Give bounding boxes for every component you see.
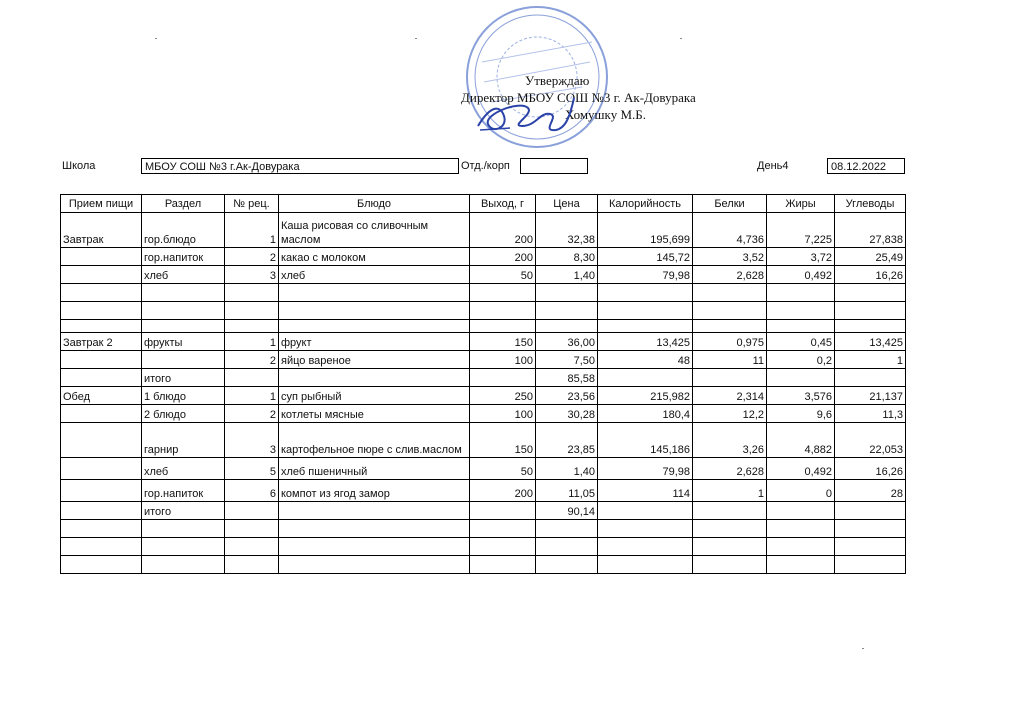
protein-cell xyxy=(693,502,767,520)
meal-cell: Завтрак xyxy=(61,213,142,248)
kcal-cell: 48 xyxy=(598,351,693,369)
meal-cell xyxy=(61,520,142,538)
signature xyxy=(470,86,580,146)
yield-cell xyxy=(470,369,536,387)
fat-cell xyxy=(767,284,835,302)
price-cell xyxy=(536,284,598,302)
yield-cell: 150 xyxy=(470,333,536,351)
recipe-cell: 6 xyxy=(225,480,279,502)
protein-cell: 3,52 xyxy=(693,248,767,266)
yield-cell: 200 xyxy=(470,248,536,266)
dish-cell: суп рыбный xyxy=(279,387,470,405)
yield-cell xyxy=(470,320,536,333)
col-carbs: Углеводы xyxy=(835,195,906,213)
dish-cell: хлеб пшеничный xyxy=(279,458,470,480)
yield-cell: 250 xyxy=(470,387,536,405)
carbs-cell: 28 xyxy=(835,480,906,502)
table-row xyxy=(61,458,906,480)
fat-cell xyxy=(767,502,835,520)
protein-cell: 3,26 xyxy=(693,423,767,458)
recipe-cell: 1 xyxy=(225,333,279,351)
section-cell xyxy=(142,284,225,302)
carbs-cell xyxy=(835,284,906,302)
price-cell xyxy=(536,538,598,556)
table-row xyxy=(61,369,906,387)
recipe-cell xyxy=(225,556,279,574)
protein-cell: 11 xyxy=(693,351,767,369)
meal-cell xyxy=(61,351,142,369)
carbs-cell: 16,26 xyxy=(835,266,906,284)
table-row xyxy=(61,351,906,369)
meal-cell xyxy=(61,320,142,333)
protein-cell: 12,2 xyxy=(693,405,767,423)
kcal-cell: 13,425 xyxy=(598,333,693,351)
recipe-cell xyxy=(225,369,279,387)
meal-cell xyxy=(61,502,142,520)
recipe-cell: 1 xyxy=(225,213,279,248)
carbs-cell xyxy=(835,556,906,574)
col-price: Цена xyxy=(536,195,598,213)
table-row xyxy=(61,538,906,556)
yield-cell xyxy=(470,556,536,574)
price-cell: 30,28 xyxy=(536,405,598,423)
dish-cell: компот из ягод замор xyxy=(279,480,470,502)
section-cell xyxy=(142,538,225,556)
protein-cell xyxy=(693,520,767,538)
dish-cell xyxy=(279,302,470,320)
table-row xyxy=(61,213,906,248)
protein-cell xyxy=(693,320,767,333)
price-cell: 23,56 xyxy=(536,387,598,405)
recipe-cell xyxy=(225,502,279,520)
recipe-cell: 1 xyxy=(225,387,279,405)
fat-cell: 0,492 xyxy=(767,458,835,480)
recipe-cell: 2 xyxy=(225,405,279,423)
meal-cell xyxy=(61,458,142,480)
dish-cell: хлеб xyxy=(279,266,470,284)
protein-cell xyxy=(693,369,767,387)
dish-cell xyxy=(279,538,470,556)
price-cell xyxy=(536,556,598,574)
carbs-cell xyxy=(835,320,906,333)
price-cell: 1,40 xyxy=(536,458,598,480)
kcal-cell: 195,699 xyxy=(598,213,693,248)
kcal-cell: 114 xyxy=(598,480,693,502)
protein-cell: 1 xyxy=(693,480,767,502)
school-name-field: МБОУ СОШ №3 г.Ак-Довурака xyxy=(141,158,459,174)
scan-speck xyxy=(680,38,682,39)
recipe-cell xyxy=(225,284,279,302)
kcal-cell: 145,186 xyxy=(598,423,693,458)
header-row xyxy=(61,195,906,213)
dish-cell: котлеты мясные xyxy=(279,405,470,423)
fat-cell: 0,45 xyxy=(767,333,835,351)
price-cell: 7,50 xyxy=(536,351,598,369)
meal-cell xyxy=(61,538,142,556)
fat-cell xyxy=(767,520,835,538)
fat-cell xyxy=(767,369,835,387)
protein-cell xyxy=(693,302,767,320)
dish-cell: фрукт xyxy=(279,333,470,351)
day-field xyxy=(757,158,789,174)
fat-cell: 0,492 xyxy=(767,266,835,284)
kcal-cell: 79,98 xyxy=(598,266,693,284)
recipe-cell: 3 xyxy=(225,266,279,284)
recipe-cell xyxy=(225,520,279,538)
fat-cell xyxy=(767,302,835,320)
section-cell xyxy=(142,320,225,333)
table-row xyxy=(61,520,906,538)
yield-cell: 150 xyxy=(470,423,536,458)
carbs-cell: 16,26 xyxy=(835,458,906,480)
scan-speck xyxy=(862,648,864,649)
protein-cell: 2,628 xyxy=(693,458,767,480)
table-row xyxy=(61,266,906,284)
carbs-cell xyxy=(835,369,906,387)
day-number: 4 xyxy=(782,160,789,172)
dish-cell xyxy=(279,320,470,333)
section-cell xyxy=(142,520,225,538)
table-row xyxy=(61,480,906,502)
recipe-cell: 2 xyxy=(225,351,279,369)
table-row xyxy=(61,302,906,320)
carbs-cell xyxy=(835,302,906,320)
kcal-cell xyxy=(598,320,693,333)
dept-field xyxy=(520,158,588,174)
dish-cell: какао с молоком xyxy=(279,248,470,266)
yield-cell xyxy=(470,302,536,320)
section-cell: гор.блюдо xyxy=(142,213,225,248)
fat-cell xyxy=(767,538,835,556)
yield-cell: 100 xyxy=(470,405,536,423)
yield-cell: 50 xyxy=(470,458,536,480)
recipe-cell: 3 xyxy=(225,423,279,458)
carbs-cell: 11,3 xyxy=(835,405,906,423)
section-cell: гор.напиток xyxy=(142,480,225,502)
price-cell xyxy=(536,302,598,320)
price-cell: 8,30 xyxy=(536,248,598,266)
yield-cell: 100 xyxy=(470,351,536,369)
kcal-cell xyxy=(598,369,693,387)
price-cell: 32,38 xyxy=(536,213,598,248)
protein-cell: 0,975 xyxy=(693,333,767,351)
fat-cell: 0,2 xyxy=(767,351,835,369)
price-cell xyxy=(536,320,598,333)
carbs-cell: 13,425 xyxy=(835,333,906,351)
dept-label: Отд./корп xyxy=(461,160,510,172)
meal-cell xyxy=(61,284,142,302)
section-cell: гор.напиток xyxy=(142,248,225,266)
meal-cell xyxy=(61,405,142,423)
carbs-cell: 27,838 xyxy=(835,213,906,248)
table-row xyxy=(61,423,906,458)
recipe-cell: 2 xyxy=(225,248,279,266)
meal-cell xyxy=(61,369,142,387)
scan-speck xyxy=(155,38,157,39)
carbs-cell: 22,053 xyxy=(835,423,906,458)
col-protein: Белки xyxy=(693,195,767,213)
fat-cell: 3,72 xyxy=(767,248,835,266)
section-cell: 1 блюдо xyxy=(142,387,225,405)
section-cell xyxy=(142,556,225,574)
kcal-cell: 145,72 xyxy=(598,248,693,266)
dish-cell xyxy=(279,520,470,538)
col-fat: Жиры xyxy=(767,195,835,213)
table-row xyxy=(61,405,906,423)
section-cell xyxy=(142,351,225,369)
table-row xyxy=(61,333,906,351)
carbs-cell: 21,137 xyxy=(835,387,906,405)
kcal-cell: 79,98 xyxy=(598,458,693,480)
price-cell: 1,40 xyxy=(536,266,598,284)
kcal-cell xyxy=(598,556,693,574)
recipe-cell: 5 xyxy=(225,458,279,480)
yield-cell: 200 xyxy=(470,480,536,502)
section-cell: хлеб xyxy=(142,458,225,480)
approval-position: Директор МБОУ СОШ №3 г. Ак-Довурака xyxy=(461,90,696,105)
recipe-cell xyxy=(225,538,279,556)
col-dish: Блюдо xyxy=(279,195,470,213)
school-label: Школа xyxy=(62,160,96,172)
price-cell: 85,58 xyxy=(536,369,598,387)
carbs-cell xyxy=(835,538,906,556)
kcal-cell xyxy=(598,302,693,320)
price-cell xyxy=(536,520,598,538)
recipe-cell xyxy=(225,320,279,333)
approval-title: Утверждаю xyxy=(525,73,590,88)
yield-cell xyxy=(470,538,536,556)
kcal-cell: 215,982 xyxy=(598,387,693,405)
approval-name: Хомушку М.Б. xyxy=(565,107,646,122)
col-yield: Выход, г xyxy=(470,195,536,213)
table-row xyxy=(61,387,906,405)
fat-cell xyxy=(767,556,835,574)
kcal-cell: 180,4 xyxy=(598,405,693,423)
dish-cell: Каша рисовая со сливочным маслом xyxy=(279,213,470,248)
kcal-cell xyxy=(598,538,693,556)
carbs-cell: 1 xyxy=(835,351,906,369)
price-cell: 11,05 xyxy=(536,480,598,502)
protein-cell xyxy=(693,538,767,556)
table-row xyxy=(61,502,906,520)
price-cell: 90,14 xyxy=(536,502,598,520)
fat-cell: 0 xyxy=(767,480,835,502)
protein-cell: 2,314 xyxy=(693,387,767,405)
yield-cell xyxy=(470,284,536,302)
section-cell xyxy=(142,302,225,320)
dish-cell xyxy=(279,369,470,387)
meal-cell xyxy=(61,266,142,284)
meal-cell: Завтрак 2 xyxy=(61,333,142,351)
protein-cell: 4,736 xyxy=(693,213,767,248)
date-field: 08.12.2022 xyxy=(827,158,905,174)
carbs-cell: 25,49 xyxy=(835,248,906,266)
dish-cell xyxy=(279,556,470,574)
dish-cell xyxy=(279,284,470,302)
section-cell: итого xyxy=(142,369,225,387)
meal-cell xyxy=(61,480,142,502)
price-cell: 23,85 xyxy=(536,423,598,458)
day-label: День xyxy=(757,160,783,172)
kcal-cell xyxy=(598,284,693,302)
table-row xyxy=(61,248,906,266)
fat-cell xyxy=(767,320,835,333)
price-cell: 36,00 xyxy=(536,333,598,351)
meal-cell xyxy=(61,248,142,266)
menu-table xyxy=(60,194,906,574)
col-meal: Прием пищи xyxy=(61,195,142,213)
meal-cell xyxy=(61,423,142,458)
col-kcal: Калорийность xyxy=(598,195,693,213)
fat-cell: 3,576 xyxy=(767,387,835,405)
fat-cell: 9,6 xyxy=(767,405,835,423)
table-row xyxy=(61,320,906,333)
meal-cell: Обед xyxy=(61,387,142,405)
carbs-cell xyxy=(835,520,906,538)
fat-cell: 7,225 xyxy=(767,213,835,248)
dish-cell: картофельное пюре с слив.маслом xyxy=(279,423,470,458)
table-row xyxy=(61,284,906,302)
protein-cell: 2,628 xyxy=(693,266,767,284)
section-cell: хлеб xyxy=(142,266,225,284)
fat-cell: 4,882 xyxy=(767,423,835,458)
col-section: Раздел xyxy=(142,195,225,213)
section-cell: итого xyxy=(142,502,225,520)
protein-cell xyxy=(693,284,767,302)
section-cell: 2 блюдо xyxy=(142,405,225,423)
protein-cell xyxy=(693,556,767,574)
recipe-cell xyxy=(225,302,279,320)
section-cell: фрукты xyxy=(142,333,225,351)
yield-cell xyxy=(470,520,536,538)
kcal-cell xyxy=(598,502,693,520)
yield-cell: 200 xyxy=(470,213,536,248)
yield-cell xyxy=(470,502,536,520)
table-row xyxy=(61,556,906,574)
section-cell: гарнир xyxy=(142,423,225,458)
col-recipe: № рец. xyxy=(225,195,279,213)
dish-cell: яйцо вареное xyxy=(279,351,470,369)
dish-cell xyxy=(279,502,470,520)
kcal-cell xyxy=(598,520,693,538)
scan-speck xyxy=(415,38,417,39)
carbs-cell xyxy=(835,502,906,520)
yield-cell: 50 xyxy=(470,266,536,284)
meal-cell xyxy=(61,302,142,320)
meal-cell xyxy=(61,556,142,574)
